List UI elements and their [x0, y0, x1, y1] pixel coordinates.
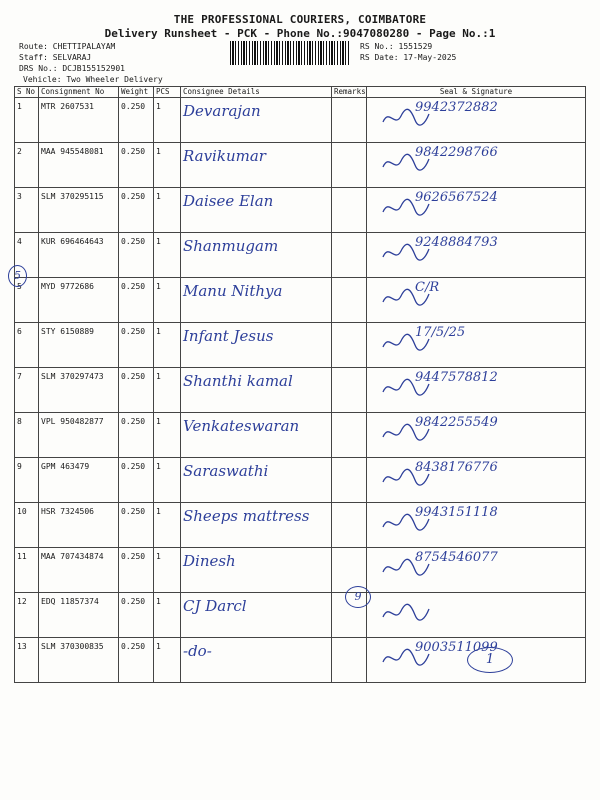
pieces-cell: 1 — [154, 188, 181, 233]
consignee-name-cell: Manu Nithya — [181, 278, 332, 323]
pieces-cell: 1 — [154, 368, 181, 413]
consignment-number-cell: SLM 370297473 — [39, 368, 119, 413]
runsheet-subtitle: Delivery Runsheet - PCK - Phone No.:9047080280 - Page No.:1 — [104, 27, 496, 40]
serial-number-cell: 2 — [15, 143, 39, 188]
column-header: Remarks — [332, 87, 367, 98]
recipient-phone-handwritten: 8754546077 — [415, 550, 498, 565]
weight-cell: 0.250 — [119, 638, 154, 683]
weight-cell: 0.250 — [119, 143, 154, 188]
weight-cell: 0.250 — [119, 233, 154, 278]
serial-number-cell: 1 — [15, 98, 39, 143]
recipient-phone-handwritten: 9447578812 — [415, 370, 498, 385]
weight-cell: 0.250 — [119, 188, 154, 233]
serial-number-cell: 7 — [15, 368, 39, 413]
consignee-name-cell: CJ Darcl — [181, 593, 332, 638]
consignee-name-cell: Sheeps mattress — [181, 503, 332, 548]
page-circle-mark: 1 — [467, 647, 513, 673]
runsheet-table — [14, 86, 586, 683]
table-row — [15, 503, 586, 548]
pieces-cell: 1 — [154, 593, 181, 638]
recipient-phone-handwritten: C/R — [415, 280, 440, 295]
table-row — [15, 143, 586, 188]
consignment-number-cell: SLM 370300835 — [39, 638, 119, 683]
serial-number-cell: 9 — [15, 458, 39, 503]
consignee-name-cell: Daisee Elan — [181, 188, 332, 233]
consignee-name-cell: -do- — [181, 638, 332, 683]
recipient-phone-handwritten: 17/5/25 — [415, 325, 466, 340]
circle-mark-5: 5 — [8, 265, 27, 287]
remarks-cell — [332, 98, 367, 143]
circle-mark-9: 9 — [345, 586, 371, 608]
consignment-number-cell: STY 6150889 — [39, 323, 119, 368]
table-row — [15, 188, 586, 233]
recipient-phone-handwritten: 9842255549 — [415, 415, 498, 430]
pieces-cell: 1 — [154, 503, 181, 548]
serial-number-cell: 10 — [15, 503, 39, 548]
seal-signature-cell — [367, 368, 586, 413]
recipient-phone-handwritten: 9626567524 — [415, 190, 498, 205]
pieces-cell: 1 — [154, 143, 181, 188]
seal-signature-cell — [367, 323, 586, 368]
column-header: Seal & Signature — [367, 87, 586, 98]
pieces-cell: 1 — [154, 413, 181, 458]
remarks-cell — [332, 278, 367, 323]
consignee-name-cell: Devarajan — [181, 98, 332, 143]
serial-number-cell: 13 — [15, 638, 39, 683]
consignment-number-cell: VPL 950482877 — [39, 413, 119, 458]
weight-cell: 0.250 — [119, 458, 154, 503]
table-row — [15, 368, 586, 413]
weight-cell: 0.250 — [119, 548, 154, 593]
weight-cell: 0.250 — [119, 98, 154, 143]
seal-signature-cell — [367, 593, 586, 638]
remarks-cell — [332, 188, 367, 233]
barcode-image — [230, 41, 350, 65]
recipient-phone-handwritten: 9842298766 — [415, 145, 498, 160]
seal-signature-cell — [367, 458, 586, 503]
table-row — [15, 413, 586, 458]
consignment-number-cell: SLM 370295115 — [39, 188, 119, 233]
column-header: Consignment No — [39, 87, 119, 98]
rs-number: RS No.: 1551529 — [360, 42, 433, 51]
consignee-name-cell: Infant Jesus — [181, 323, 332, 368]
weight-cell: 0.250 — [119, 503, 154, 548]
serial-number-cell: 4 — [15, 233, 39, 278]
remarks-cell — [332, 638, 367, 683]
pieces-cell: 1 — [154, 458, 181, 503]
consignment-number-cell: MAA 707434874 — [39, 548, 119, 593]
table-header-row — [15, 87, 586, 98]
consignee-name-cell: Shanmugam — [181, 233, 332, 278]
route-label: Route: CHETTIPALAYAM — [19, 42, 116, 51]
recipient-phone-handwritten: 8438176776 — [415, 460, 498, 475]
remarks-cell — [332, 233, 367, 278]
table-row — [15, 548, 586, 593]
column-header: Weight — [119, 87, 154, 98]
seal-signature-cell — [367, 548, 586, 593]
drs-number: DRS No.: DCJB155152901 — [19, 64, 125, 73]
table-row — [15, 458, 586, 503]
remarks-cell — [332, 458, 367, 503]
seal-signature-cell — [367, 98, 586, 143]
consignment-number-cell: KUR 696464643 — [39, 233, 119, 278]
table-row — [15, 278, 586, 323]
weight-cell: 0.250 — [119, 593, 154, 638]
weight-cell: 0.250 — [119, 368, 154, 413]
serial-number-cell: 12 — [15, 593, 39, 638]
serial-number-cell: 3 — [15, 188, 39, 233]
recipient-phone-handwritten: 9003511099 — [415, 640, 498, 655]
consignment-number-cell: GPM 463479 — [39, 458, 119, 503]
table-row — [15, 593, 586, 638]
seal-signature-cell — [367, 503, 586, 548]
consignee-name-cell: Shanthi kamal — [181, 368, 332, 413]
pieces-cell: 1 — [154, 548, 181, 593]
table-row — [15, 233, 586, 278]
consignee-name-cell: Ravikumar — [181, 143, 332, 188]
remarks-cell — [332, 503, 367, 548]
column-header: S No — [15, 87, 39, 98]
seal-signature-cell — [367, 278, 586, 323]
weight-cell: 0.250 — [119, 413, 154, 458]
consignee-name-cell: Venkateswaran — [181, 413, 332, 458]
pieces-cell: 1 — [154, 323, 181, 368]
consignee-name-cell: Dinesh — [181, 548, 332, 593]
consignment-number-cell: MTR 2607531 — [39, 98, 119, 143]
seal-signature-cell — [367, 233, 586, 278]
weight-cell: 0.250 — [119, 278, 154, 323]
consignee-name-cell: Saraswathi — [181, 458, 332, 503]
consignment-number-cell: MAA 945548081 — [39, 143, 119, 188]
serial-number-cell: 6 — [15, 323, 39, 368]
consignment-number-cell: MYD 9772686 — [39, 278, 119, 323]
table-row — [15, 323, 586, 368]
weight-cell: 0.250 — [119, 323, 154, 368]
remarks-cell — [332, 143, 367, 188]
runsheet-title: THE PROFESSIONAL COURIERS, COIMBATORE — [173, 13, 427, 26]
pieces-cell: 1 — [154, 278, 181, 323]
remarks-cell — [332, 368, 367, 413]
pieces-cell: 1 — [154, 98, 181, 143]
remarks-cell — [332, 413, 367, 458]
column-header: Consignee Details — [181, 87, 332, 98]
serial-number-cell: 8 — [15, 413, 39, 458]
seal-signature-cell — [367, 143, 586, 188]
recipient-phone-handwritten: 9248884793 — [415, 235, 498, 250]
vehicle-label: Vehicle: Two Wheeler Delivery — [23, 75, 163, 84]
consignment-number-cell: HSR 7324506 — [39, 503, 119, 548]
staff-label: Staff: SELVARAJ — [19, 53, 92, 62]
seal-signature-cell — [367, 413, 586, 458]
remarks-cell — [332, 323, 367, 368]
serial-number-cell: 5 — [15, 278, 39, 323]
column-header: PCS — [154, 87, 181, 98]
signature-scribble — [381, 601, 431, 627]
pieces-cell: 1 — [154, 233, 181, 278]
rs-date: RS Date: 17-May-2025 — [360, 53, 457, 62]
table-row — [15, 98, 586, 143]
recipient-phone-handwritten: 9943151118 — [415, 505, 498, 520]
serial-number-cell: 11 — [15, 548, 39, 593]
seal-signature-cell — [367, 188, 586, 233]
consignment-number-cell: EDQ 11857374 — [39, 593, 119, 638]
pieces-cell: 1 — [154, 638, 181, 683]
recipient-phone-handwritten: 9942372882 — [415, 100, 498, 115]
